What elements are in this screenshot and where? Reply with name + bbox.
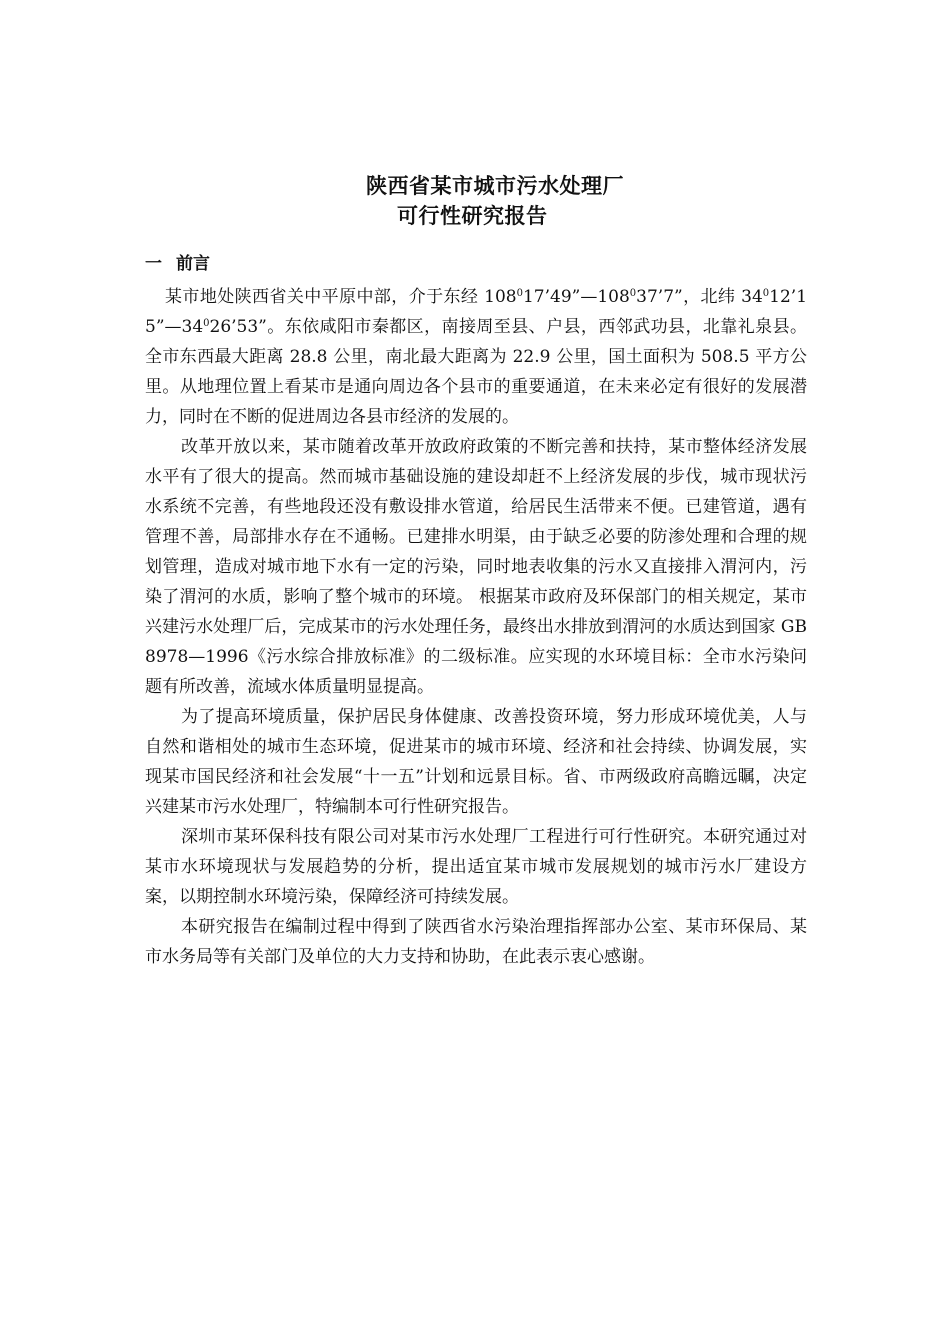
degree-mark: 0 — [516, 288, 523, 299]
section-title: 前言 — [176, 254, 210, 274]
section-number: 一 — [145, 254, 162, 274]
paragraph-1 — [145, 282, 807, 432]
paragraph-4: 深圳市某环保科技有限公司对某市污水处理厂工程进行可行性研究。本研究通过对某市水环境现状与发展趋势的分析，提出适宜某市城市发展规划的城市污水厂建设方案，以期控制水环境污染，保障经济可持续发展。 — [145, 827, 807, 907]
degree-mark: 0 — [762, 288, 770, 299]
body-text — [145, 282, 807, 972]
degree-mark: 0 — [203, 318, 210, 329]
paragraph-1-text-b: 17’49”—108 — [522, 287, 630, 307]
paragraph-5: 本研究报告在编制过程中得到了陕西省水污染治理指挥部办公室、某市环保局、某市水务局等有关部门及单位的大力支持和协助，在此表示衷心感谢。 — [145, 917, 807, 967]
section-heading — [145, 249, 210, 274]
paragraph-1-text-d: 12’15”—34 — [145, 287, 808, 337]
paragraph-1-text-e: 26’53”。东依咸阳市秦都区，南接周至县、户县，西邻武功县，北靠礼泉县。全市东西最大距离 28.8 公里，南北最大距离为 22.9 公里，国土面积为 508.5 平方公里。从地理位置上看某市是通向周边各个县市的重要通道，在未来必定有很好的发展潜力，同时在不断的促进周边各县市经济的发展的。 — [145, 317, 807, 427]
degree-mark: 0 — [629, 288, 637, 299]
title-line-1: 陕西省某市城市污水处理厂 — [366, 173, 624, 198]
paragraph-3: 为了提高环境质量，保护居民身体健康、改善投资环境，努力形成环境优美，人与自然和谐相处的城市生态环境，促进某市的城市环境、经济和社会持续、协调发展，实现某市国民经济和社会发展“十一五”计划和远景目标。省、市两级政府高瞻远瞩，决定兴建某市污水处理厂，特编制本可行性研究报告。 — [145, 707, 807, 817]
title-line-2: 可行性研究报告 — [397, 203, 548, 228]
paragraph-1-text-a: 某市地处陕西省关中平原中部，介于东经 108 — [165, 287, 517, 307]
paragraph-1-text-c: 37’7”，北纬 34 — [636, 287, 763, 307]
paragraph-2: 改革开放以来，某市随着改革开放政府政策的不断完善和扶持，某市整体经济发展水平有了很大的提高。然而城市基础设施的建设却赶不上经济发展的步伐，城市现状污水系统不完善，有些地段还没有敷设排水管道，给居民生活带来不便。已建管道，遇有管理不善，局部排水存在不通畅。已建排水明渠，由于缺乏必要的防渗处理和合理的规划管理，造成对城市地下水有一定的污染，同时地表收集的污水又直接排入渭河内，污染了渭河的水质，影响了整个城市的环境。 根据某市政府及环保部门的相关规定，某市兴建污水处理厂后，完成某市的污水处理任务，最终出水排放到渭河的水质达到国家 GB8978—1996《污水综合排放标准》的二级标准。应实现的水环境目标：全市水污染问题有所改善，流域水体质量明显提高。 — [145, 437, 807, 697]
